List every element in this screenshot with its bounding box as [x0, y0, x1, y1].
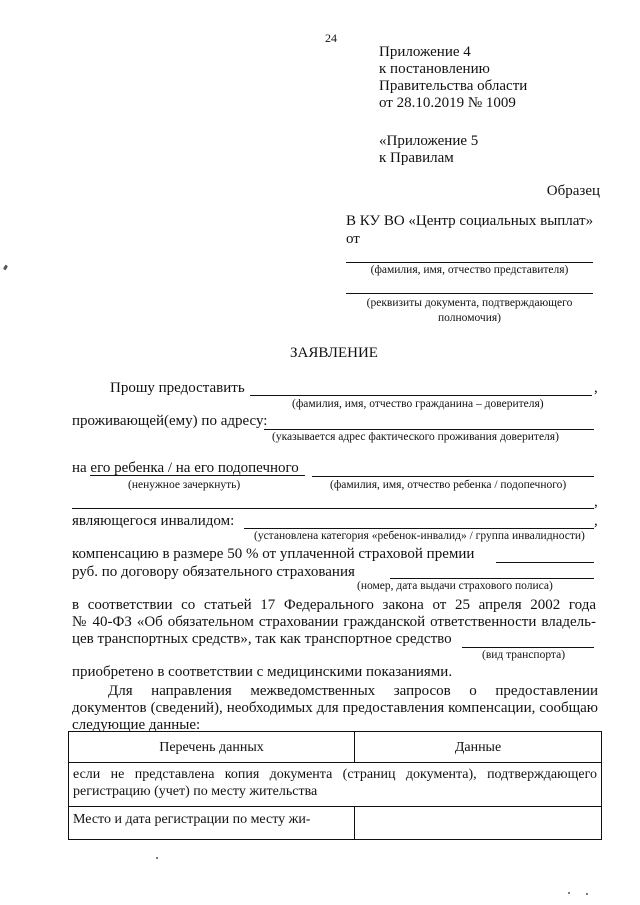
disabled-label: являющегося инвалидом: [72, 513, 235, 529]
scan-speck [3, 265, 8, 271]
rules-header [379, 133, 478, 167]
document-line [346, 293, 593, 294]
request-paragraph: Для направления межведомственных запросов о предоставлении документов (сведений), необходимых для предоставления компенсации, сообщаю следующие данные: [72, 683, 598, 733]
table-cell-label: Место и дата регистрации по месту жи- [69, 807, 355, 840]
policy-line [390, 578, 594, 579]
comma: , [594, 380, 598, 396]
comma: , [594, 513, 598, 529]
trustee-name-line [250, 395, 592, 396]
address-line [264, 429, 594, 430]
caption-address: (указывается адрес фактического проживания доверителя) [272, 431, 559, 443]
addressee-from: от [346, 231, 360, 247]
contract-text: руб. по договору обязательного страхования [72, 564, 355, 580]
acquired-text: приобретено в соответствии с медицинскими показаниями. [72, 664, 453, 680]
child-extra-line [72, 508, 594, 509]
sample-label: Образец [546, 183, 600, 199]
table-row [69, 807, 602, 840]
law-line-2: № 40-ФЗ «Об обязательном страховании гражданской ответственности владель- [72, 614, 596, 630]
caption-vehicle: (вид транспорта) [482, 649, 566, 661]
scan-speck [586, 893, 588, 895]
law-line-1: в соответствии со статьей 17 Федерального закона от 25 апреля 2002 года [72, 597, 596, 613]
law-line-3: цев транспортных средств», так как транспортное средство [72, 631, 452, 647]
compensation-text: компенсацию в размере 50 % от уплаченной страховой премии [72, 546, 475, 562]
table-header-cell: Перечень данных [69, 732, 355, 763]
request-label: Прошу предоставить [110, 380, 245, 396]
scan-speck [156, 857, 158, 859]
caption-trustee: (фамилия, имя, отчество гражданина – доверителя) [292, 398, 544, 410]
table-cell-value[interactable] [355, 807, 602, 840]
scan-speck [568, 892, 570, 894]
caption-strike: (ненужное зачеркнуть) [128, 479, 241, 491]
appendix-line: к постановлению [379, 61, 490, 77]
table-header-cell: Данные [355, 732, 602, 763]
caption-representative: (фамилия, имя, отчество представителя) [370, 264, 569, 276]
addressee-to: В КУ ВО «Центр социальных выплат» [346, 213, 594, 229]
representative-name-line [346, 262, 593, 263]
child-name-line [312, 476, 594, 477]
table-row-text: если не представлена копия документа (страниц документа), подтверждающего регистрацию (учет) по месту жительства [69, 763, 602, 807]
table-header-row [69, 732, 602, 763]
caption-document-1: (реквизиты документа, подтверждающего [366, 297, 573, 309]
comma: , [594, 494, 598, 510]
appendix-header [379, 44, 527, 112]
rules-line: «Приложение 5 [379, 133, 479, 149]
vehicle-line [462, 647, 594, 648]
premium-amount-line [496, 562, 594, 563]
appendix-line: от 28.10.2019 № 1009 [379, 95, 516, 111]
caption-document-2: полномочия) [438, 312, 501, 324]
document-title: ЗАЯВЛЕНИЕ [290, 345, 378, 361]
table-row [69, 763, 602, 807]
child-label-text: на его ребенка / на его подопечного [72, 460, 299, 476]
caption-policy: (номер, дата выдачи страхового полиса) [357, 580, 553, 592]
caption-category: (установлена категория «ребенок-инвалид» / группа инвалидности) [254, 530, 585, 542]
rules-line: к Правилам [379, 150, 454, 166]
appendix-line: Приложение 4 [379, 44, 471, 60]
address-label: проживающей(ему) по адресу: [72, 413, 268, 429]
appendix-line: Правительства области [379, 78, 528, 94]
data-table [68, 731, 602, 840]
child-label-underline [90, 475, 305, 476]
category-line [244, 528, 594, 529]
caption-child: (фамилия, имя, отчество ребенка / подопечного) [330, 479, 567, 491]
page-number: 24 [325, 31, 337, 45]
